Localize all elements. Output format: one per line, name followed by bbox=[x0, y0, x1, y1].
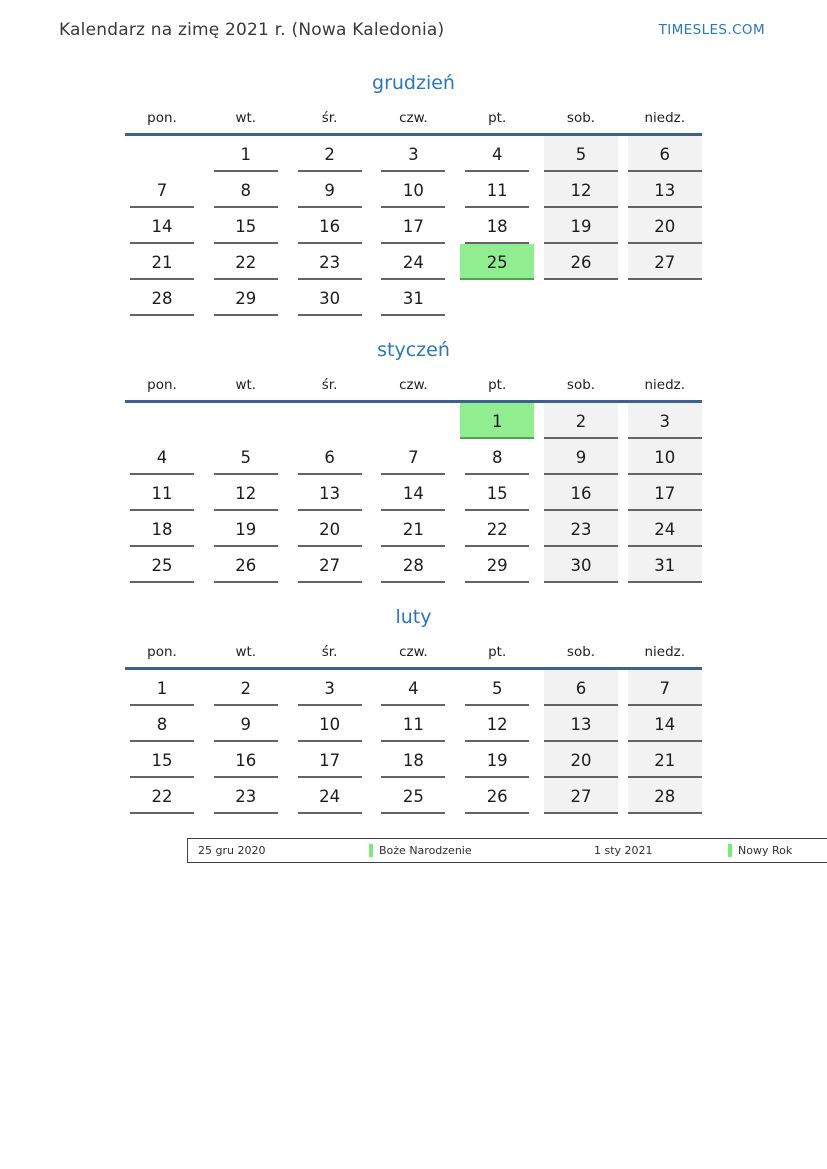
day-cell: 27 bbox=[293, 547, 367, 583]
weekday-label: pt. bbox=[488, 377, 507, 393]
day-cell: 31 bbox=[628, 547, 702, 583]
weekday-label: pt. bbox=[488, 110, 507, 126]
day-cell: 23 bbox=[544, 511, 618, 547]
weekday-label: sob. bbox=[566, 377, 596, 393]
weekday-label: pon. bbox=[147, 377, 177, 393]
day-cell: 26 bbox=[209, 547, 283, 583]
day-cell: 11 bbox=[376, 706, 450, 742]
day-cell: 8 bbox=[125, 706, 199, 742]
month-title: luty bbox=[395, 606, 432, 628]
day-cell bbox=[628, 280, 702, 316]
day-cell: 14 bbox=[628, 706, 702, 742]
day-cell: 4 bbox=[460, 136, 534, 172]
weekday-label: czw. bbox=[399, 110, 428, 126]
day-cell: 3 bbox=[376, 136, 450, 172]
day-cell: 9 bbox=[544, 439, 618, 475]
weekday-label: śr. bbox=[321, 377, 338, 393]
weekday-label: pon. bbox=[147, 110, 177, 126]
day-cell: 20 bbox=[628, 208, 702, 244]
weekday-label: śr. bbox=[321, 110, 338, 126]
day-cell bbox=[209, 403, 283, 439]
day-cell: 7 bbox=[628, 670, 702, 706]
day-cell: 12 bbox=[209, 475, 283, 511]
days-grid bbox=[125, 136, 702, 316]
day-cell: 13 bbox=[628, 172, 702, 208]
day-cell: 20 bbox=[293, 511, 367, 547]
day-cell: 5 bbox=[460, 670, 534, 706]
month-section bbox=[125, 73, 702, 316]
page-title: Kalendarz na zimę 2021 r. (Nowa Kaledonia) bbox=[59, 20, 445, 40]
month-section bbox=[125, 607, 702, 814]
day-cell: 6 bbox=[293, 439, 367, 475]
days-grid bbox=[125, 670, 702, 814]
day-cell: 2 bbox=[293, 136, 367, 172]
day-cell: 19 bbox=[460, 742, 534, 778]
legend-label: Nowy Rok bbox=[738, 844, 793, 857]
day-cell: 18 bbox=[460, 208, 534, 244]
day-cell: 27 bbox=[628, 244, 702, 280]
legend-item bbox=[369, 844, 584, 857]
weekday-label: sob. bbox=[566, 110, 596, 126]
day-cell: 20 bbox=[544, 742, 618, 778]
day-cell bbox=[293, 403, 367, 439]
day-cell: 21 bbox=[628, 742, 702, 778]
day-cell: 27 bbox=[544, 778, 618, 814]
day-cell: 5 bbox=[544, 136, 618, 172]
day-cell: 16 bbox=[544, 475, 618, 511]
day-cell: 16 bbox=[293, 208, 367, 244]
day-cell: 21 bbox=[376, 511, 450, 547]
day-cell bbox=[125, 403, 199, 439]
day-cell bbox=[125, 136, 199, 172]
day-cell: 29 bbox=[209, 280, 283, 316]
days-grid bbox=[125, 403, 702, 583]
legend-box bbox=[187, 838, 827, 863]
day-cell: 28 bbox=[628, 778, 702, 814]
day-cell: 1 bbox=[209, 136, 283, 172]
day-cell: 12 bbox=[544, 172, 618, 208]
weekday-label: czw. bbox=[399, 377, 428, 393]
day-cell: 2 bbox=[544, 403, 618, 439]
day-cell: 8 bbox=[209, 172, 283, 208]
holiday-marker-icon bbox=[369, 844, 373, 857]
weekday-label: pt. bbox=[488, 644, 507, 660]
weekday-label: wt. bbox=[235, 644, 257, 660]
day-cell bbox=[460, 280, 534, 316]
brand-link[interactable]: TIMESLES.COM bbox=[658, 22, 765, 38]
month-section bbox=[125, 340, 702, 583]
weekday-row bbox=[125, 111, 702, 126]
legend-item bbox=[728, 844, 827, 857]
day-cell: 19 bbox=[209, 511, 283, 547]
day-cell: 11 bbox=[125, 475, 199, 511]
day-cell: 2 bbox=[209, 670, 283, 706]
day-cell: 26 bbox=[544, 244, 618, 280]
day-cell-holiday: 1 bbox=[460, 403, 534, 439]
day-cell: 6 bbox=[544, 670, 618, 706]
day-cell: 24 bbox=[628, 511, 702, 547]
day-cell: 10 bbox=[376, 172, 450, 208]
day-cell: 25 bbox=[376, 778, 450, 814]
day-cell bbox=[544, 280, 618, 316]
day-cell: 21 bbox=[125, 244, 199, 280]
day-cell: 3 bbox=[628, 403, 702, 439]
day-cell: 23 bbox=[293, 244, 367, 280]
day-cell: 8 bbox=[460, 439, 534, 475]
day-cell-holiday: 25 bbox=[460, 244, 534, 280]
day-cell: 22 bbox=[209, 244, 283, 280]
day-cell: 10 bbox=[293, 706, 367, 742]
weekday-label: wt. bbox=[235, 110, 257, 126]
day-cell: 22 bbox=[125, 778, 199, 814]
legend-label: Boże Narodzenie bbox=[379, 844, 472, 857]
day-cell: 23 bbox=[209, 778, 283, 814]
day-cell: 15 bbox=[125, 742, 199, 778]
weekday-label: niedz. bbox=[644, 377, 686, 393]
month-title: styczeń bbox=[377, 339, 450, 361]
day-cell: 1 bbox=[125, 670, 199, 706]
day-cell: 6 bbox=[628, 136, 702, 172]
day-cell: 18 bbox=[376, 742, 450, 778]
day-cell: 31 bbox=[376, 280, 450, 316]
day-cell: 14 bbox=[125, 208, 199, 244]
months bbox=[125, 73, 702, 814]
weekday-label: pon. bbox=[147, 644, 177, 660]
day-cell: 18 bbox=[125, 511, 199, 547]
day-cell: 17 bbox=[293, 742, 367, 778]
day-cell: 17 bbox=[376, 208, 450, 244]
day-cell: 9 bbox=[293, 172, 367, 208]
day-cell: 13 bbox=[544, 706, 618, 742]
legend-date: 25 gru 2020 bbox=[198, 844, 266, 857]
day-cell: 25 bbox=[125, 547, 199, 583]
day-cell: 13 bbox=[293, 475, 367, 511]
day-cell: 11 bbox=[460, 172, 534, 208]
day-cell: 24 bbox=[293, 778, 367, 814]
weekday-label: czw. bbox=[399, 644, 428, 660]
legend-date: 1 sty 2021 bbox=[594, 844, 653, 857]
month-title: grudzień bbox=[372, 72, 455, 94]
day-cell: 24 bbox=[376, 244, 450, 280]
day-cell: 30 bbox=[293, 280, 367, 316]
day-cell: 4 bbox=[376, 670, 450, 706]
weekday-label: niedz. bbox=[644, 110, 686, 126]
day-cell: 22 bbox=[460, 511, 534, 547]
day-cell: 3 bbox=[293, 670, 367, 706]
day-cell: 28 bbox=[125, 280, 199, 316]
day-cell: 9 bbox=[209, 706, 283, 742]
holiday-marker-icon bbox=[728, 844, 732, 857]
day-cell: 30 bbox=[544, 547, 618, 583]
day-cell: 26 bbox=[460, 778, 534, 814]
calendar-column bbox=[125, 72, 793, 863]
weekday-row bbox=[125, 378, 702, 393]
weekday-label: wt. bbox=[235, 377, 257, 393]
day-cell: 4 bbox=[125, 439, 199, 475]
day-cell: 14 bbox=[376, 475, 450, 511]
day-cell: 16 bbox=[209, 742, 283, 778]
day-cell: 7 bbox=[125, 172, 199, 208]
weekday-row bbox=[125, 645, 702, 660]
page-header bbox=[0, 0, 827, 43]
day-cell: 15 bbox=[209, 208, 283, 244]
weekday-label: sob. bbox=[566, 644, 596, 660]
day-cell: 29 bbox=[460, 547, 534, 583]
day-cell: 12 bbox=[460, 706, 534, 742]
weekday-label: śr. bbox=[321, 644, 338, 660]
day-cell: 19 bbox=[544, 208, 618, 244]
day-cell: 15 bbox=[460, 475, 534, 511]
weekday-label: niedz. bbox=[644, 644, 686, 660]
day-cell: 7 bbox=[376, 439, 450, 475]
day-cell: 5 bbox=[209, 439, 283, 475]
day-cell: 17 bbox=[628, 475, 702, 511]
day-cell: 10 bbox=[628, 439, 702, 475]
day-cell bbox=[376, 403, 450, 439]
day-cell: 28 bbox=[376, 547, 450, 583]
